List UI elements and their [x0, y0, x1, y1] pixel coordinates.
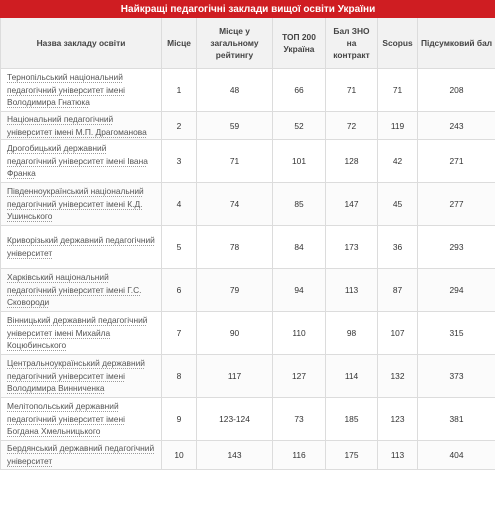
column-header-total: Підсумковий бал — [418, 18, 495, 69]
table-body — [1, 69, 495, 470]
cell-scopus: 36 — [378, 226, 418, 269]
cell-top200: 66 — [273, 69, 326, 112]
cell-zno: 114 — [326, 355, 378, 398]
cell-place: 5 — [162, 226, 197, 269]
table-row — [1, 183, 495, 226]
table-row — [1, 312, 495, 355]
row-institution-name[interactable] — [1, 398, 162, 441]
table-row — [1, 140, 495, 183]
cell-zno: 98 — [326, 312, 378, 355]
institution-link[interactable]: Тернопільський національний педагогічний університет імені Володимира Гнатюка — [7, 72, 125, 108]
table-row — [1, 398, 495, 441]
row-institution-name[interactable] — [1, 140, 162, 183]
institution-link[interactable]: Харківський національний педагогічний університет імені Г.С. Сковороди — [7, 272, 142, 308]
institution-link[interactable]: Південноукраїнський національний педагогічний університет імені К.Д. Ушинського — [7, 186, 144, 222]
table-title: Найкращі педагогічні заклади вищої освіти України — [1, 1, 495, 18]
cell-place: 9 — [162, 398, 197, 441]
cell-overall: 59 — [197, 112, 273, 140]
row-institution-name[interactable] — [1, 441, 162, 470]
cell-place: 7 — [162, 312, 197, 355]
cell-zno: 185 — [326, 398, 378, 441]
cell-zno: 128 — [326, 140, 378, 183]
cell-zno: 72 — [326, 112, 378, 140]
column-header-name: Назва закладу освіти — [1, 18, 162, 69]
cell-total: 208 — [418, 69, 495, 112]
cell-total: 381 — [418, 398, 495, 441]
institution-link[interactable]: Мелітопольський державний педагогічний університет імені Богдана Хмельницького — [7, 401, 125, 437]
cell-total: 294 — [418, 269, 495, 312]
cell-scopus: 132 — [378, 355, 418, 398]
cell-scopus: 107 — [378, 312, 418, 355]
cell-overall: 78 — [197, 226, 273, 269]
row-institution-name[interactable] — [1, 269, 162, 312]
cell-place: 1 — [162, 69, 197, 112]
column-header-zno: Бал ЗНО на контракт — [326, 18, 378, 69]
institution-link[interactable]: Вінницький державний педагогічний університет імені Михайла Коцюбинського — [7, 315, 148, 351]
cell-overall: 79 — [197, 269, 273, 312]
table-row — [1, 226, 495, 269]
cell-scopus: 119 — [378, 112, 418, 140]
cell-top200: 52 — [273, 112, 326, 140]
cell-top200: 101 — [273, 140, 326, 183]
cell-overall: 90 — [197, 312, 273, 355]
cell-place: 8 — [162, 355, 197, 398]
institution-link[interactable]: Національний педагогічний університет імені М.П. Драгоманова — [7, 113, 147, 137]
cell-top200: 116 — [273, 441, 326, 470]
table-row — [1, 112, 495, 140]
row-institution-name[interactable] — [1, 112, 162, 140]
institution-link[interactable]: Дрогобицький державний педагогічний університет імені Івана Франка — [7, 143, 148, 179]
table-row — [1, 269, 495, 312]
cell-scopus: 87 — [378, 269, 418, 312]
cell-total: 243 — [418, 112, 495, 140]
institution-link[interactable]: Бердянський державний педагогічний університет — [7, 443, 155, 466]
column-header-scopus: Scopus — [378, 18, 418, 69]
cell-zno: 173 — [326, 226, 378, 269]
column-header-top200: ТОП 200 Україна — [273, 18, 326, 69]
cell-scopus: 71 — [378, 69, 418, 112]
cell-place: 2 — [162, 112, 197, 140]
column-header-place: Місце — [162, 18, 197, 69]
cell-place: 4 — [162, 183, 197, 226]
cell-zno: 175 — [326, 441, 378, 470]
cell-overall: 123-124 — [197, 398, 273, 441]
cell-scopus: 42 — [378, 140, 418, 183]
cell-total: 404 — [418, 441, 495, 470]
cell-top200: 84 — [273, 226, 326, 269]
cell-overall: 71 — [197, 140, 273, 183]
cell-total: 277 — [418, 183, 495, 226]
header-row — [1, 18, 495, 69]
cell-place: 3 — [162, 140, 197, 183]
cell-total: 271 — [418, 140, 495, 183]
row-institution-name[interactable] — [1, 183, 162, 226]
cell-total: 373 — [418, 355, 495, 398]
table-row — [1, 441, 495, 470]
cell-overall: 48 — [197, 69, 273, 112]
institution-link[interactable]: Криворізький державний педагогічний університет — [7, 235, 155, 258]
institution-link[interactable]: Центральноукраїнський державний педагогічний університет імені Володимира Винниченка — [7, 358, 145, 394]
cell-place: 6 — [162, 269, 197, 312]
row-institution-name[interactable] — [1, 312, 162, 355]
cell-total: 293 — [418, 226, 495, 269]
cell-scopus: 45 — [378, 183, 418, 226]
cell-zno: 71 — [326, 69, 378, 112]
cell-zno: 147 — [326, 183, 378, 226]
cell-top200: 94 — [273, 269, 326, 312]
cell-scopus: 113 — [378, 441, 418, 470]
cell-overall: 143 — [197, 441, 273, 470]
cell-total: 315 — [418, 312, 495, 355]
cell-zno: 113 — [326, 269, 378, 312]
table-row — [1, 69, 495, 112]
cell-overall: 74 — [197, 183, 273, 226]
row-institution-name[interactable] — [1, 69, 162, 112]
row-institution-name[interactable] — [1, 355, 162, 398]
table-row — [1, 355, 495, 398]
cell-scopus: 123 — [378, 398, 418, 441]
cell-top200: 73 — [273, 398, 326, 441]
cell-place: 10 — [162, 441, 197, 470]
cell-top200: 110 — [273, 312, 326, 355]
cell-top200: 85 — [273, 183, 326, 226]
cell-overall: 117 — [197, 355, 273, 398]
row-institution-name[interactable] — [1, 226, 162, 269]
column-header-overall: Місце у загальному рейтингу — [197, 18, 273, 69]
cell-top200: 127 — [273, 355, 326, 398]
